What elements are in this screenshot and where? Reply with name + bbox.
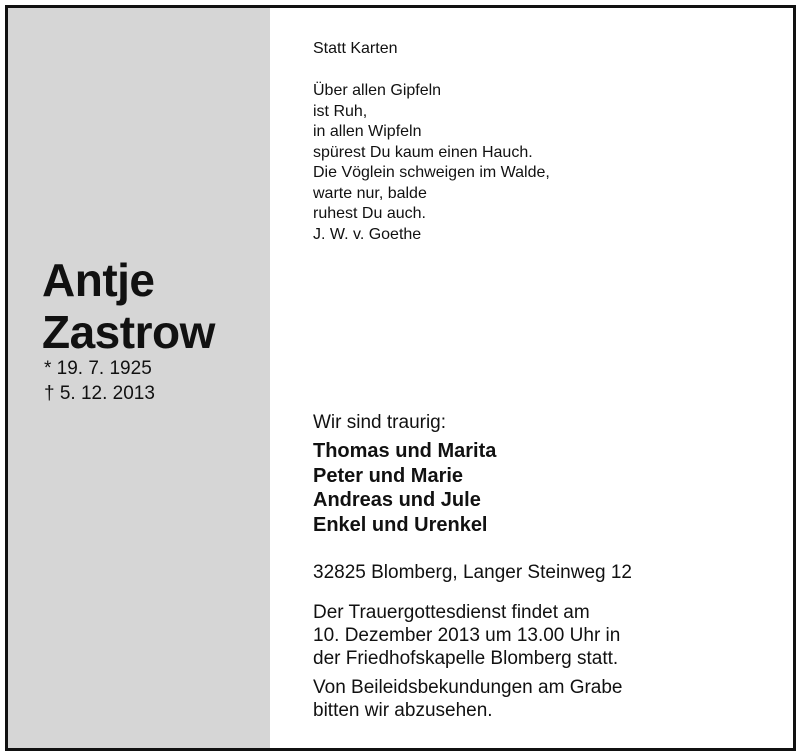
service-line: 10. Dezember 2013 um 13.00 Uhr in [313,625,621,646]
statt-karten-heading: Statt Karten [313,40,398,57]
last-name: Zastrow [42,306,215,358]
poem-line: Über allen Gipfeln [313,82,442,99]
mourners-intro: Wir sind traurig: [313,412,447,433]
mourner-name: Peter und Marie [313,464,464,487]
condolence-notice [313,676,623,722]
left-name-panel [8,8,270,748]
poem-line: ruhest Du auch. [313,205,426,222]
first-name: Antje [42,254,155,306]
mourner-name: Andreas und Jule [313,489,481,511]
mourner-name: Enkel und Urenkel [313,513,488,536]
mourner-name: Thomas und Marita [313,440,497,462]
poem-line: Die Vöglein schweigen im Walde, [313,164,550,181]
condolence-line: bitten wir abzusehen. [313,700,493,721]
mourners-list [313,439,496,537]
deceased-name [42,254,215,358]
poem-line: spürest Du kaum einen Hauch. [313,143,533,161]
death-date: † 5. 12. 2013 [44,383,155,404]
service-line: Der Trauergottesdienst findet am [313,602,590,623]
service-line: der Friedhofskapelle Blomberg statt. [313,648,619,669]
poem-line: in allen Wipfeln [313,123,422,140]
condolence-line: Von Beileidsbekundungen am Grabe [313,677,623,698]
family-address: 32825 Blomberg, Langer Steinweg 12 [313,562,633,583]
service-notice [313,601,620,670]
poem-line: warte nur, balde [313,184,427,202]
birth-date: * 19. 7. 1925 [44,358,152,379]
obituary-frame [5,5,796,751]
poem-line: ist Ruh, [313,102,368,120]
poem-author: J. W. v. Goethe [313,225,422,243]
poem [313,81,550,245]
life-dates [44,356,155,406]
